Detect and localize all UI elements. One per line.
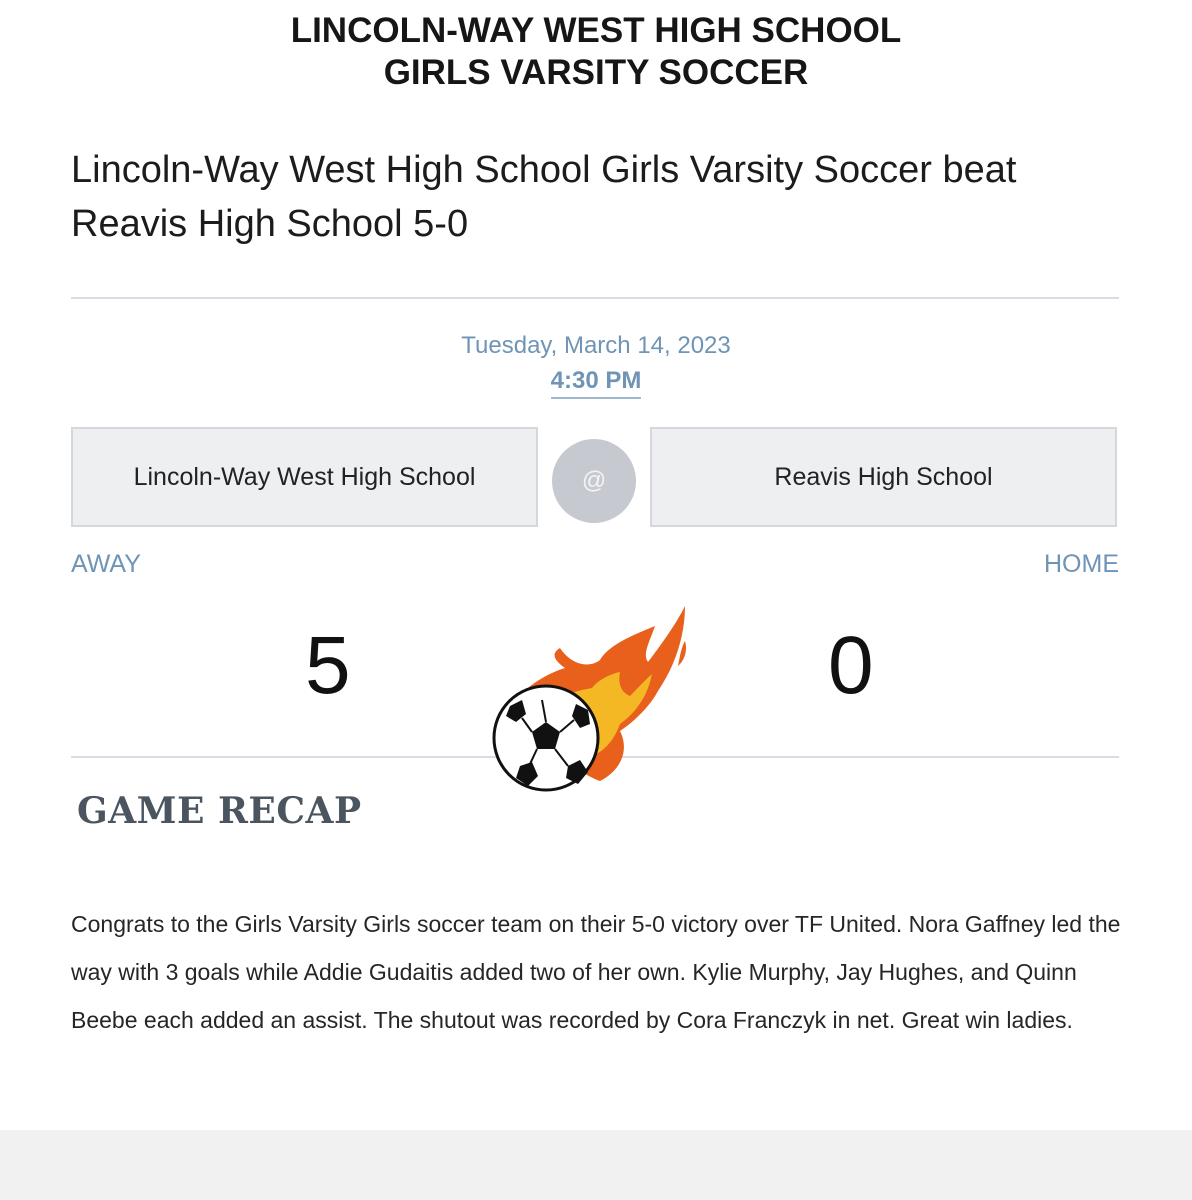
game-date: Tuesday, March 14, 2023 [461, 332, 731, 359]
footer-bar [0, 1130, 1192, 1200]
game-time-container [0, 366, 1192, 399]
at-badge [552, 439, 636, 523]
soccer-ball [494, 686, 598, 790]
page-header [0, 10, 1192, 94]
home-label: HOME [1044, 550, 1119, 578]
home-score: 0 [828, 620, 874, 711]
game-time-link[interactable]: 4:30 PM [551, 366, 642, 399]
recap-body: Congrats to the Girls Varsity Girls soccer team on their 5-0 victory over TF United. Nora Gaffney led the way with 3 goals while Addie Gudaitis added two of her own. Kylie Murphy, Jay Hughes, and Quinn Beebe each added an assist. The shutout was recorded by Cora Franczyk in net. Great win ladies. [71, 911, 1121, 1033]
recap-heading: GAME RECAP [77, 790, 362, 832]
top-divider [71, 297, 1119, 299]
away-team-name: Lincoln-Way West High School [133, 462, 476, 491]
home-team-box[interactable] [650, 427, 1117, 527]
at-symbol: @ [581, 467, 607, 494]
header-school-name: LINCOLN-WAY WEST HIGH SCHOOL [290, 11, 902, 50]
away-score: 5 [305, 620, 351, 711]
away-label: AWAY [71, 550, 141, 578]
flaming-soccer-ball-icon [480, 596, 720, 806]
home-team-name: Reavis High School [774, 462, 993, 491]
away-team-box[interactable] [71, 427, 538, 527]
result-headline: Lincoln-Way West High School Girls Varsity Soccer beat Reavis High School 5-0 [71, 149, 1017, 245]
header-team-name: GIRLS VARSITY SOCCER [383, 53, 809, 92]
